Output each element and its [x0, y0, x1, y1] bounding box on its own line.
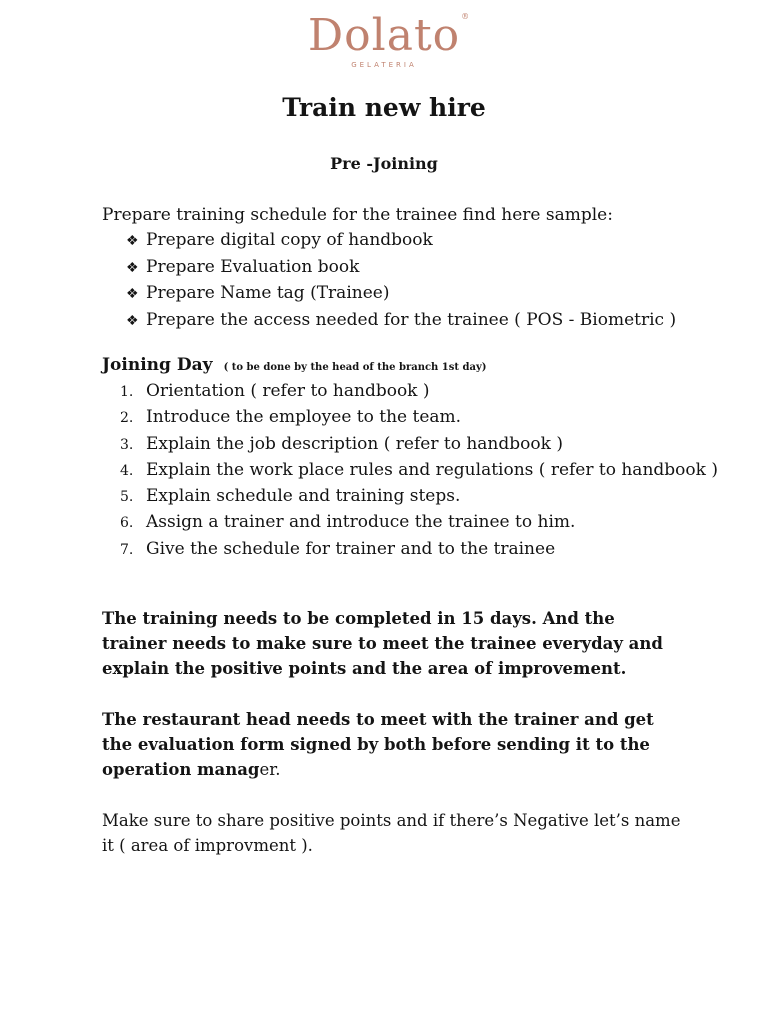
list-item-text: Prepare the access needed for the trainee ( POS - Biometric ): [146, 309, 677, 330]
evaluation-paragraph: [102, 707, 682, 782]
step-number: 7.: [120, 541, 134, 558]
list-item: [126, 228, 676, 255]
step-text: Explain the job description ( refer to handbook ): [146, 433, 563, 454]
list-item: [126, 255, 676, 282]
list-item-text: Prepare Evaluation book: [146, 256, 360, 277]
step-item: [120, 510, 718, 536]
logo-wordmark: [307, 10, 471, 61]
training-duration-paragraph: The training needs to be completed in 15 days. And the trainer needs to make sure to meet the trainee everyday and explain the positive points and the area of improvement.: [102, 609, 663, 678]
pre-joining-list: [126, 228, 676, 334]
list-item: [126, 281, 676, 308]
step-number: 5.: [120, 489, 134, 506]
joining-day-steps: [120, 379, 718, 563]
step-item: [120, 432, 718, 458]
intro-text: Prepare training schedule for the trainee find here sample:: [102, 205, 613, 225]
step-number: 1.: [120, 384, 134, 400]
list-item-text: Prepare Name tag (Trainee): [146, 283, 390, 303]
step-text: Assign a trainer and introduce the trainee to him.: [146, 512, 576, 533]
diamond-bullet-icon: ❖: [126, 286, 139, 302]
step-item: [120, 379, 718, 405]
step-number: 4.: [120, 462, 134, 479]
step-text: Explain the work place rules and regulations ( refer to handbook ): [146, 459, 718, 480]
logo-wordmark-text: Dolato: [307, 10, 461, 61]
joining-day-note: ( to be done by the head of the branch 1st day): [223, 362, 487, 373]
step-number: 6.: [120, 515, 134, 532]
evaluation-paragraph-bold: The restaurant head needs to meet with the trainer and get the evaluation form signed by both before sending it to the operation manag: [102, 710, 654, 779]
joining-day-title: Joining Day: [102, 355, 213, 375]
page-title: Train new hire: [282, 93, 486, 122]
step-number: 3.: [120, 436, 134, 453]
step-number: 2.: [120, 410, 134, 427]
step-item: [120, 537, 718, 563]
section-heading-pre-joining: Pre -Joining: [330, 154, 438, 173]
step-text: Orientation ( refer to handbook ): [146, 381, 430, 401]
step-text: Introduce the employee to the team.: [146, 407, 462, 428]
feedback-paragraph: Make sure to share positive points and if there’s Negative let’s name it ( area of improvment ).: [102, 811, 681, 855]
list-item-text: Prepare digital copy of handbook: [146, 230, 433, 250]
diamond-bullet-icon: ❖: [126, 259, 139, 276]
evaluation-paragraph-regular: er.: [259, 760, 281, 779]
diamond-bullet-icon: ❖: [126, 312, 139, 329]
step-item: [120, 405, 718, 431]
logo-tagline: GELATERIA: [351, 61, 417, 69]
list-item: [126, 308, 676, 335]
step-item: [120, 484, 718, 510]
step-text: Explain schedule and training steps.: [146, 486, 461, 507]
joining-day-heading: [102, 355, 487, 375]
registered-mark: ®: [461, 12, 471, 21]
step-text: Give the schedule for trainer and to the trainee: [146, 538, 556, 559]
brand-logo: [0, 12, 768, 70]
step-item: [120, 458, 718, 484]
diamond-bullet-icon: ❖: [126, 233, 139, 249]
